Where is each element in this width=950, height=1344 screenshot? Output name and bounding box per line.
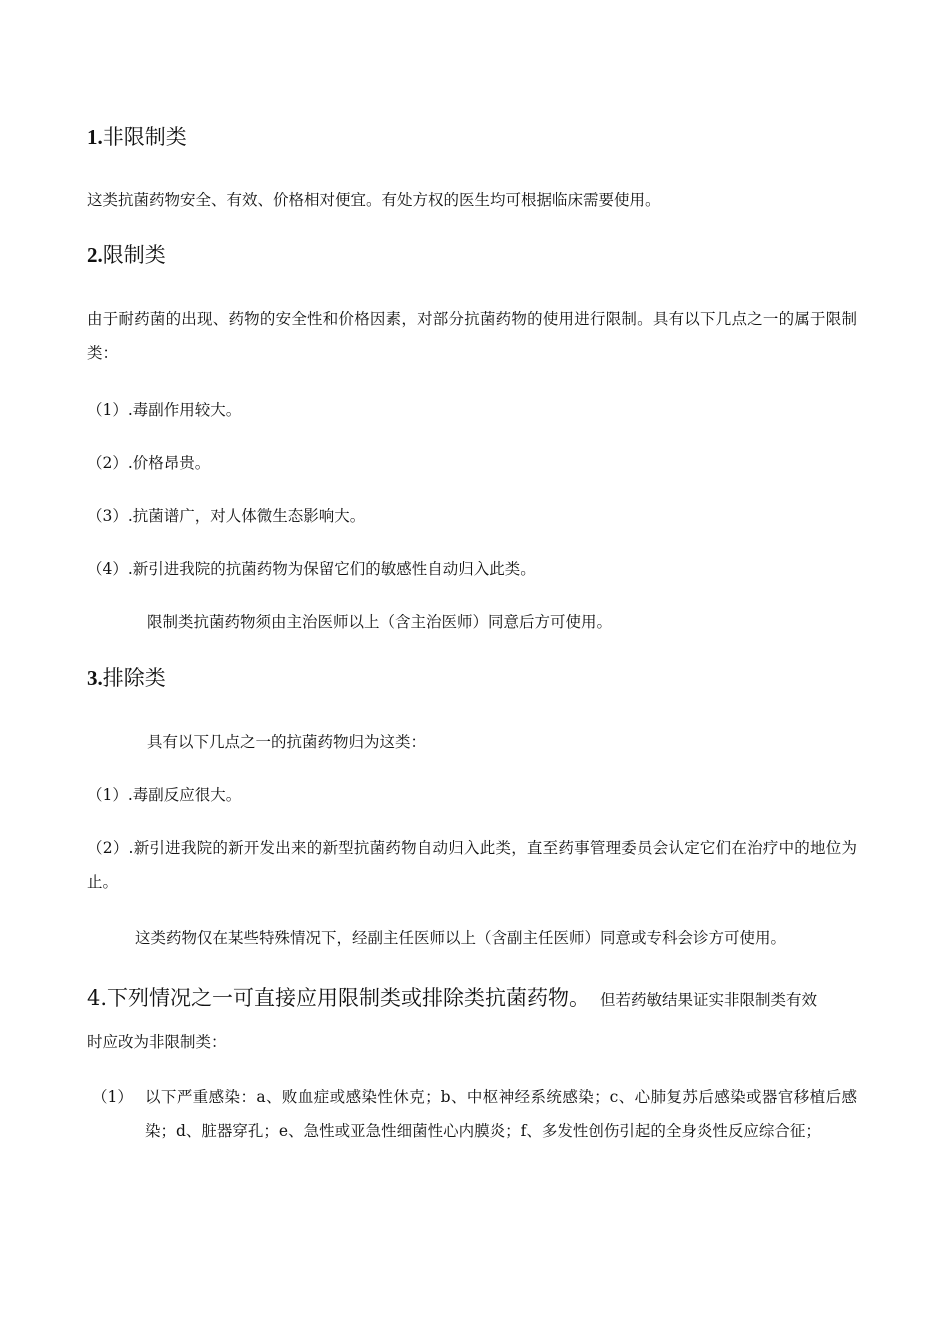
section-4-tail-second: 时应改为非限制类： [87,1033,227,1051]
section-1-heading [87,122,187,152]
section-4-item-1-text: 以下严重感染：a、败血症或感染性休克；b、中枢神经系统感染；c、心肺复苏后感染或器官移植后感染；d、脏器穿孔；e、急性或亚急性细菌性心内膜炎；f、多发性创伤引起的全身炎性反应综合征； [145,1088,857,1140]
section-4-number: 4. [87,986,108,1010]
section-3-heading [87,663,166,693]
section-2-item-3: （3）.抗菌谱广，对人体微生态影响大。 [87,507,366,525]
section-3-intro: 具有以下几点之一的抗菌药物归为这类： [147,733,427,751]
section-2-body: 由于耐药菌的出现、药物的安全性和价格因素，对部分抗菌药物的使用进行限制。具有以下几点之一的属于限制类： [87,310,857,362]
section-4-heading [87,982,867,1012]
section-2-title: 限制类 [102,243,166,267]
section-3-number: 3. [87,666,103,690]
section-2-item-1: （1）.毒副作用较大。 [87,401,242,419]
section-1-title: 非限制类 [102,125,187,149]
section-2-number: 2. [87,243,103,267]
section-4-tail-first: 但若药敏结果证实非限制类有效 [600,991,818,1009]
section-3-note: 这类药物仅在某些特殊情况下，经副主任医师以上（含副主任医师）同意或专科会诊方可使用。 [135,929,787,947]
section-4-title: 下列情况之一可直接应用限制类或排除类抗菌药物。 [107,986,591,1010]
section-3-item-1: （1）.毒副反应很大。 [87,786,242,804]
section-2-heading [87,240,166,270]
section-2-item-2: （2）.价格昂贵。 [87,454,211,472]
section-2-item-4: （4）.新引进我院的抗菌药物为保留它们的敏感性自动归入此类。 [87,560,536,578]
section-3-title: 排除类 [102,666,166,690]
section-1-number: 1. [87,125,103,149]
section-4-item-1-label: （1） [92,1088,133,1106]
section-1-body: 这类抗菌药物安全、有效、价格相对便宜。有处方权的医生均可根据临床需要使用。 [87,191,661,209]
section-3-item-2: （2）.新引进我院的新开发出来的新型抗菌药物自动归入此类，直至药事管理委员会认定它们在治疗中的地位为止。 [87,839,857,891]
section-2-note: 限制类抗菌药物须由主治医师以上（含主治医师）同意后方可使用。 [147,613,613,631]
